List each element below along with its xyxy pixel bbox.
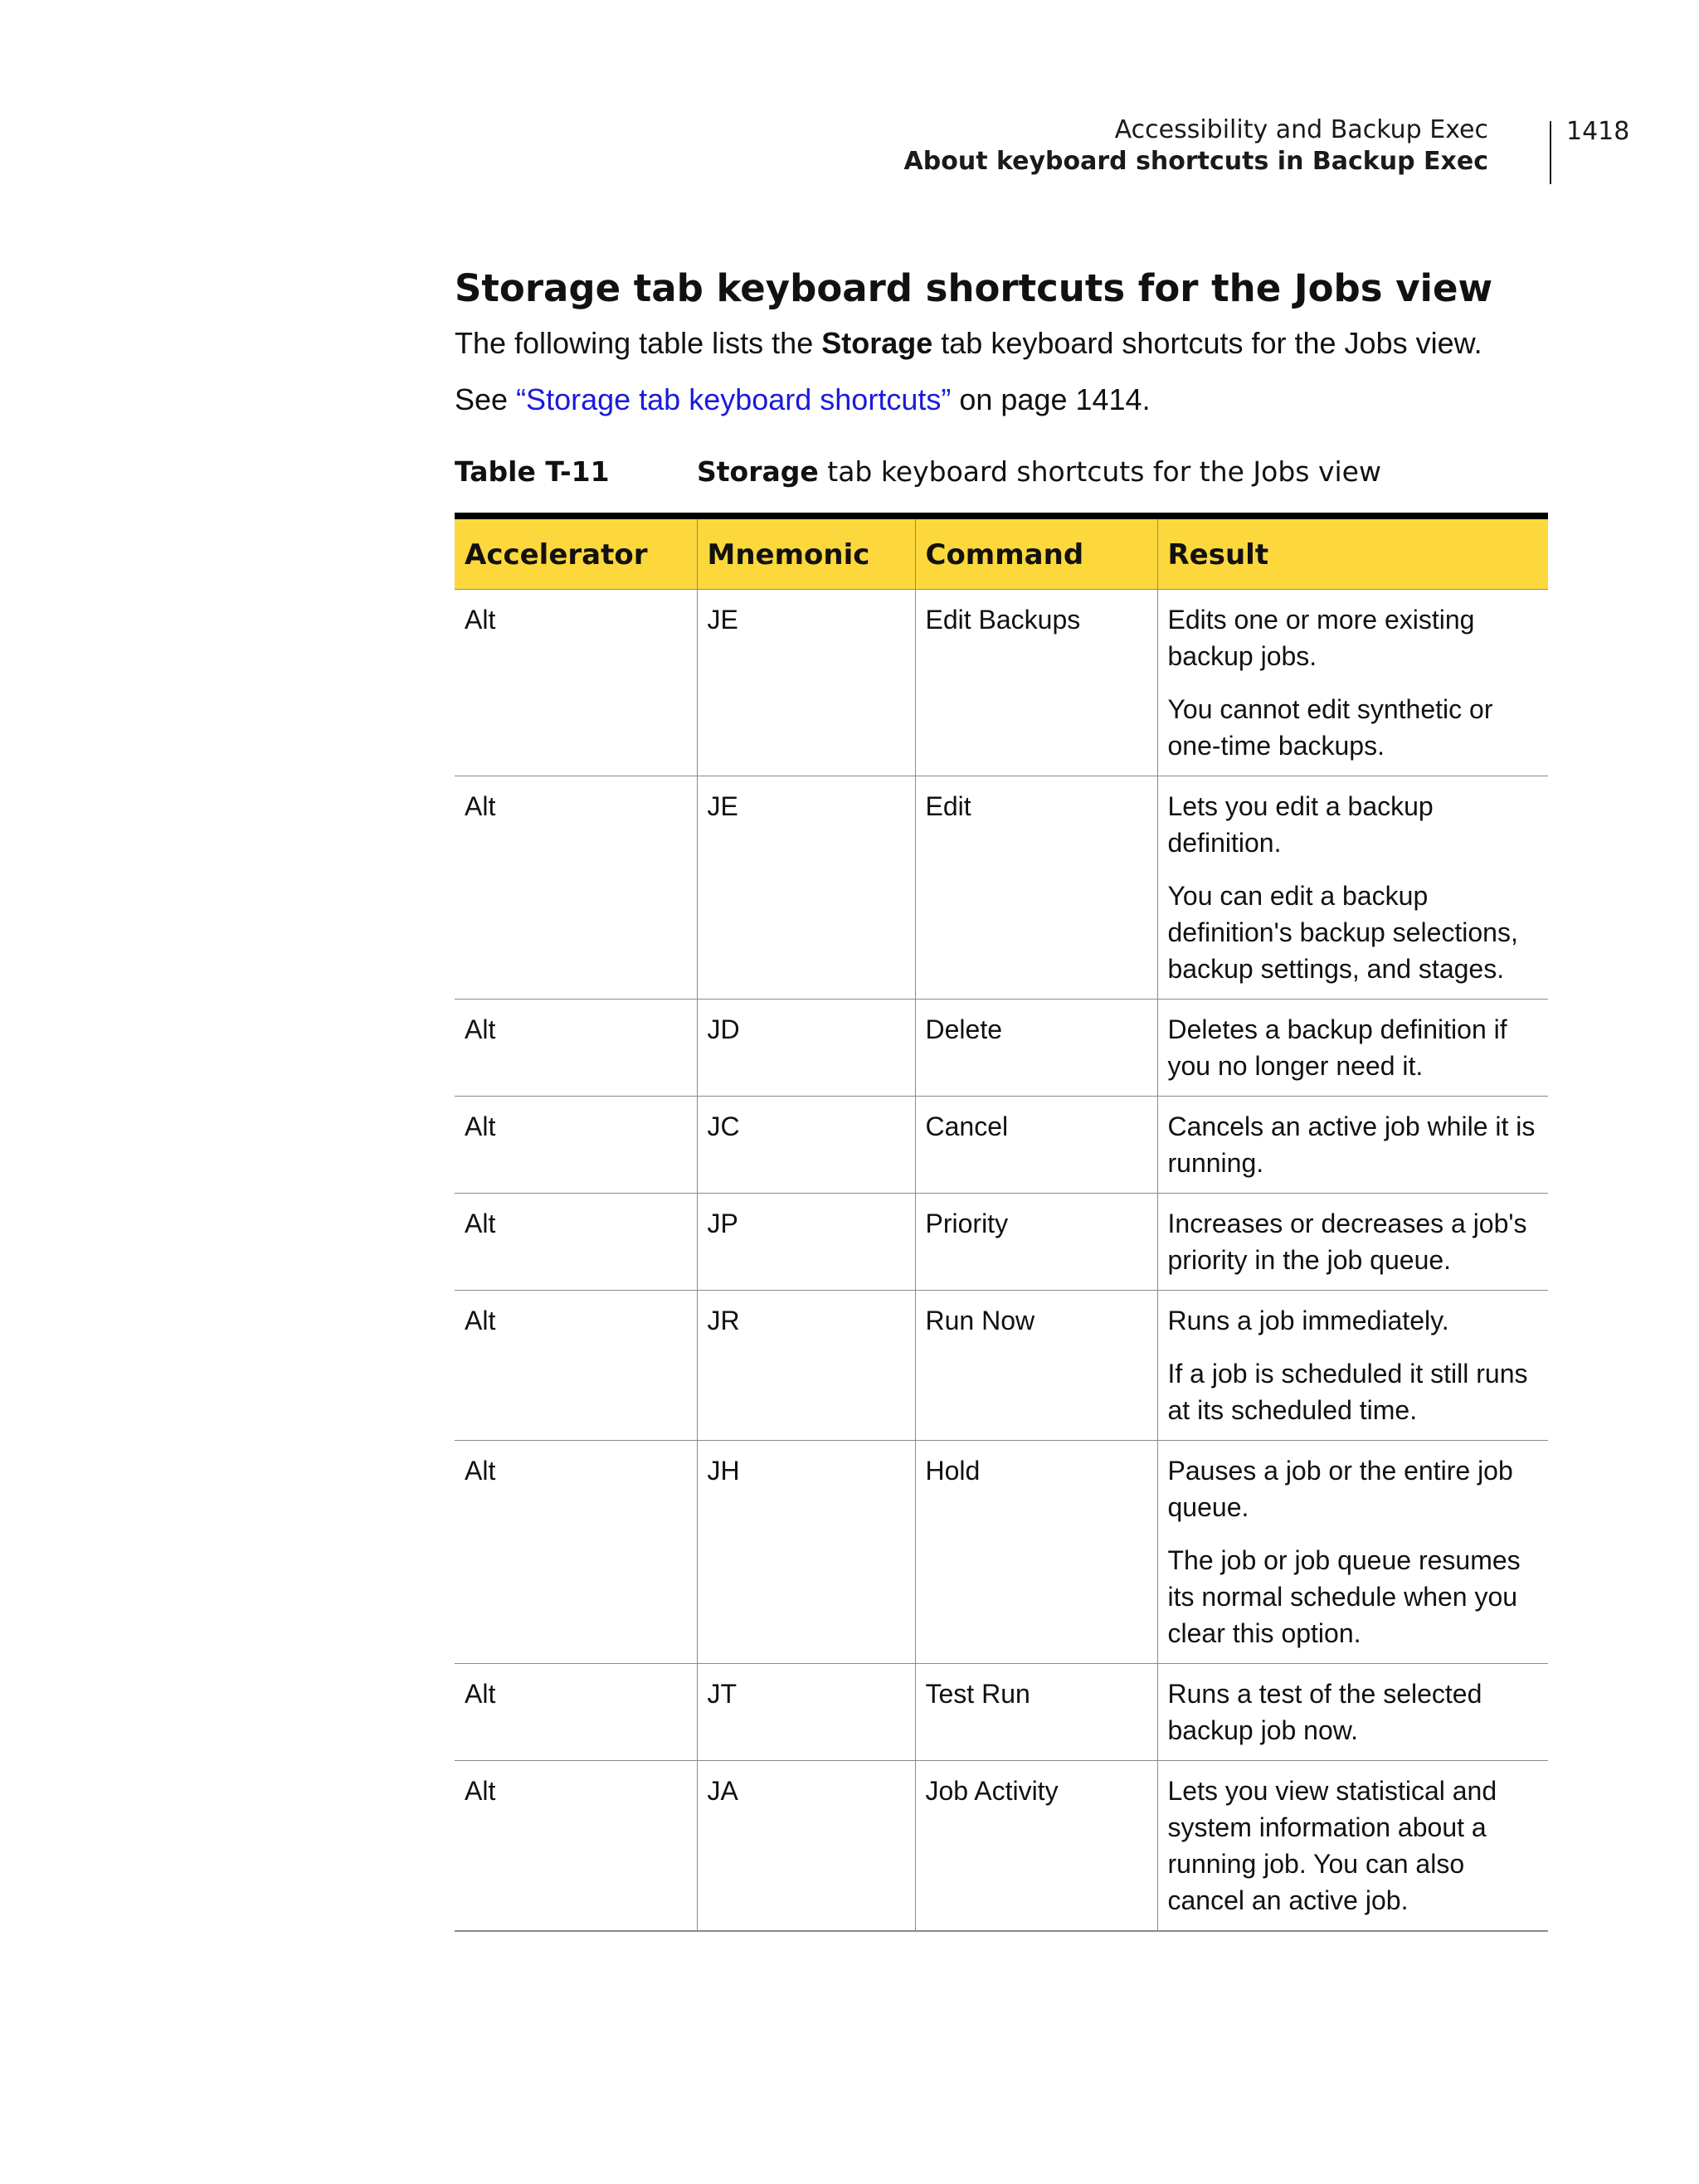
column-header-command: Command: [915, 516, 1157, 590]
intro-bold-term: Storage: [821, 326, 933, 360]
cell-accelerator: Alt: [455, 1761, 697, 1932]
page-heading: Storage tab keyboard shortcuts for the Jobs view: [455, 266, 1493, 310]
see-also-paragraph: [455, 380, 1550, 420]
result-paragraph: You cannot edit synthetic or one-time backups.: [1167, 694, 1493, 761]
table-row: [455, 1291, 1548, 1441]
cell-command: Job Activity: [915, 1761, 1157, 1932]
table-header-row: [455, 516, 1548, 590]
table-row: [455, 1194, 1548, 1291]
column-header-mnemonic: Mnemonic: [697, 516, 915, 590]
result-paragraph: Runs a job immediately.: [1167, 1306, 1449, 1335]
column-header-accelerator: Accelerator: [455, 516, 697, 590]
section-title: About keyboard shortcuts in Backup Exec: [903, 147, 1488, 176]
header-divider: [1550, 121, 1551, 184]
cell-result: [1157, 590, 1548, 776]
cell-command: Test Run: [915, 1664, 1157, 1761]
cell-mnemonic: JP: [697, 1194, 915, 1291]
cell-mnemonic: JD: [697, 1000, 915, 1097]
cell-result: [1157, 1097, 1548, 1194]
cell-mnemonic: JA: [697, 1761, 915, 1932]
cell-result: [1157, 1000, 1548, 1097]
cell-command: Delete: [915, 1000, 1157, 1097]
cell-command: Run Now: [915, 1291, 1157, 1441]
cell-result: [1157, 1441, 1548, 1664]
result-paragraph: Lets you edit a backup definition.: [1167, 791, 1434, 858]
column-header-result: Result: [1157, 516, 1548, 590]
cell-accelerator: Alt: [455, 1000, 697, 1097]
cell-accelerator: Alt: [455, 776, 697, 1000]
cell-accelerator: Alt: [455, 1194, 697, 1291]
page-number: 1418: [1566, 117, 1630, 146]
table-caption-bold: Storage: [697, 455, 819, 488]
table-row: [455, 1097, 1548, 1194]
result-paragraph: Pauses a job or the entire job queue.: [1167, 1456, 1513, 1522]
table-row: [455, 1664, 1548, 1761]
cell-accelerator: Alt: [455, 1291, 697, 1441]
table-caption-label: Table T-11: [455, 455, 610, 488]
result-paragraph: Lets you view statistical and system information about a running job. You can also cancel an active job.: [1167, 1776, 1497, 1915]
result-paragraph: Runs a test of the selected backup job now.: [1167, 1679, 1482, 1745]
cell-mnemonic: JC: [697, 1097, 915, 1194]
result-paragraph: The job or job queue resumes its normal schedule when you clear this option.: [1167, 1545, 1521, 1648]
table-caption-rest: tab keyboard shortcuts for the Jobs view: [818, 455, 1381, 488]
cross-reference-link[interactable]: “Storage tab keyboard shortcuts”: [516, 382, 952, 416]
running-header: [904, 114, 1488, 178]
cell-accelerator: Alt: [455, 1664, 697, 1761]
page-content: [455, 264, 1550, 1932]
cell-result: [1157, 1291, 1548, 1441]
cell-mnemonic: JE: [697, 776, 915, 1000]
cell-result: [1157, 1761, 1548, 1932]
chapter-title: Accessibility and Backup Exec: [1114, 115, 1488, 144]
result-paragraph: Increases or decreases a job's priority in the job queue.: [1167, 1209, 1527, 1275]
cell-command: Hold: [915, 1441, 1157, 1664]
cell-mnemonic: JR: [697, 1291, 915, 1441]
cell-result: [1157, 1664, 1548, 1761]
cell-mnemonic: JH: [697, 1441, 915, 1664]
see-also-prefix: See: [455, 382, 517, 416]
cell-command: Edit Backups: [915, 590, 1157, 776]
intro-text-after: tab keyboard shortcuts for the Jobs view.: [932, 326, 1482, 360]
table-row: [455, 590, 1548, 776]
result-paragraph: Cancels an active job while it is running.: [1167, 1111, 1536, 1178]
cell-command: Priority: [915, 1194, 1157, 1291]
table-caption-text: [697, 453, 1381, 491]
cell-result: [1157, 776, 1548, 1000]
table-row: [455, 1761, 1548, 1932]
intro-paragraph: [455, 323, 1550, 363]
result-paragraph: Deletes a backup definition if you no longer need it.: [1167, 1014, 1507, 1081]
cell-command: Edit: [915, 776, 1157, 1000]
table-row: [455, 776, 1548, 1000]
cell-mnemonic: JE: [697, 590, 915, 776]
see-also-suffix: on page 1414.: [951, 382, 1151, 416]
cell-mnemonic: JT: [697, 1664, 915, 1761]
cell-command: Cancel: [915, 1097, 1157, 1194]
cell-result: [1157, 1194, 1548, 1291]
table-caption: [455, 453, 1550, 491]
result-paragraph: If a job is scheduled it still runs at its scheduled time.: [1167, 1359, 1528, 1425]
result-paragraph: Edits one or more existing backup jobs.: [1167, 605, 1475, 671]
result-paragraph: You can edit a backup definition's backup selections, backup settings, and stages.: [1167, 881, 1518, 984]
cell-accelerator: Alt: [455, 1097, 697, 1194]
cell-accelerator: Alt: [455, 590, 697, 776]
table-row: [455, 1000, 1548, 1097]
intro-text-before: The following table lists the: [455, 326, 822, 360]
table-row: [455, 1441, 1548, 1664]
cell-accelerator: Alt: [455, 1441, 697, 1664]
shortcuts-table: [455, 513, 1548, 1932]
table-body: [455, 590, 1548, 1932]
